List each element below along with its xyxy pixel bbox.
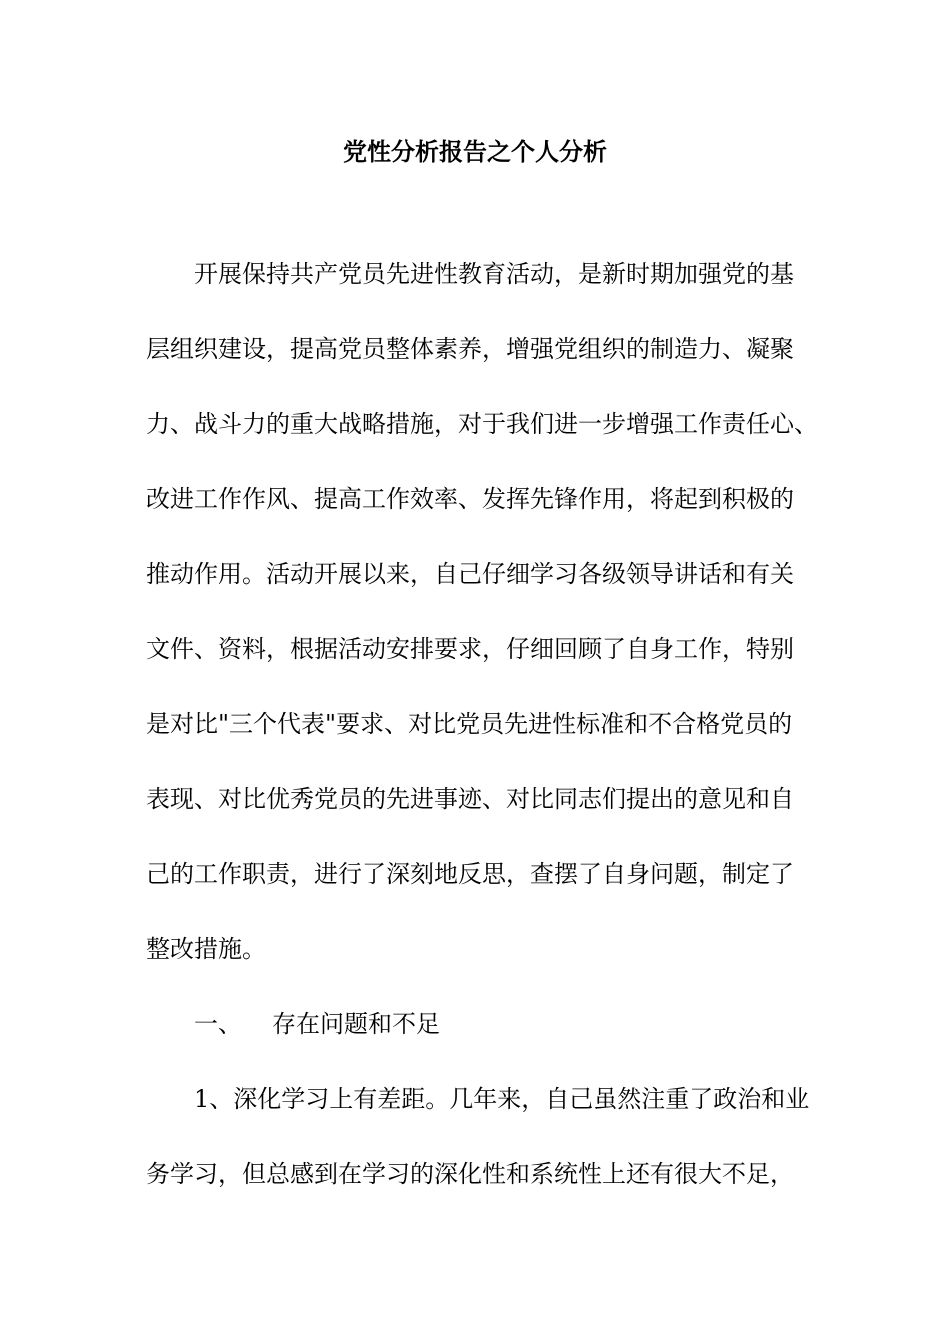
paragraph-intro bbox=[146, 237, 826, 1212]
paragraph-line: 1、深化学习上有差距。几年来，自己虽然注重了政治和业 bbox=[194, 1085, 810, 1113]
document-title: 党性分析报告之个人分析 bbox=[343, 137, 607, 166]
paragraph-line: 表现、对比优秀党员的先进事迹、对比同志们提出的意见和自 bbox=[146, 785, 794, 813]
paragraph-line: 是对比"三个代表"要求、对比党员先进性标准和不合格党员的 bbox=[146, 710, 793, 738]
paragraph-line: 己的工作职责，进行了深刻地反思，查摆了自身问题，制定了 bbox=[146, 860, 794, 888]
section-heading-text: 存在问题和不足 bbox=[272, 1010, 440, 1038]
paragraph-line: 文件、资料，根据活动安排要求，仔细回顾了自身工作，特别 bbox=[146, 635, 794, 663]
paragraph-line: 力、战斗力的重大战略措施，对于我们进一步增强工作责任心、 bbox=[146, 410, 818, 438]
paragraph-line: 推动作用。活动开展以来，自己仔细学习各级领导讲话和有关 bbox=[146, 560, 794, 588]
paragraph-line: 务学习，但总感到在学习的深化性和系统性上还有很大不足， bbox=[146, 1160, 794, 1188]
paragraph-line: 改进工作作风、提高工作效率、发挥先锋作用，将起到积极的 bbox=[146, 485, 794, 513]
paragraph-line: 整改措施。 bbox=[146, 935, 266, 963]
section-heading bbox=[146, 987, 826, 1062]
paragraph-line: 层组织建设，提高党员整体素养，增强党组织的制造力、凝聚 bbox=[146, 335, 794, 363]
paragraph-line: 开展保持共产党员先进性教育活动，是新时期加强党的基 bbox=[194, 260, 794, 288]
section-heading-number: 一、 bbox=[194, 1010, 242, 1038]
